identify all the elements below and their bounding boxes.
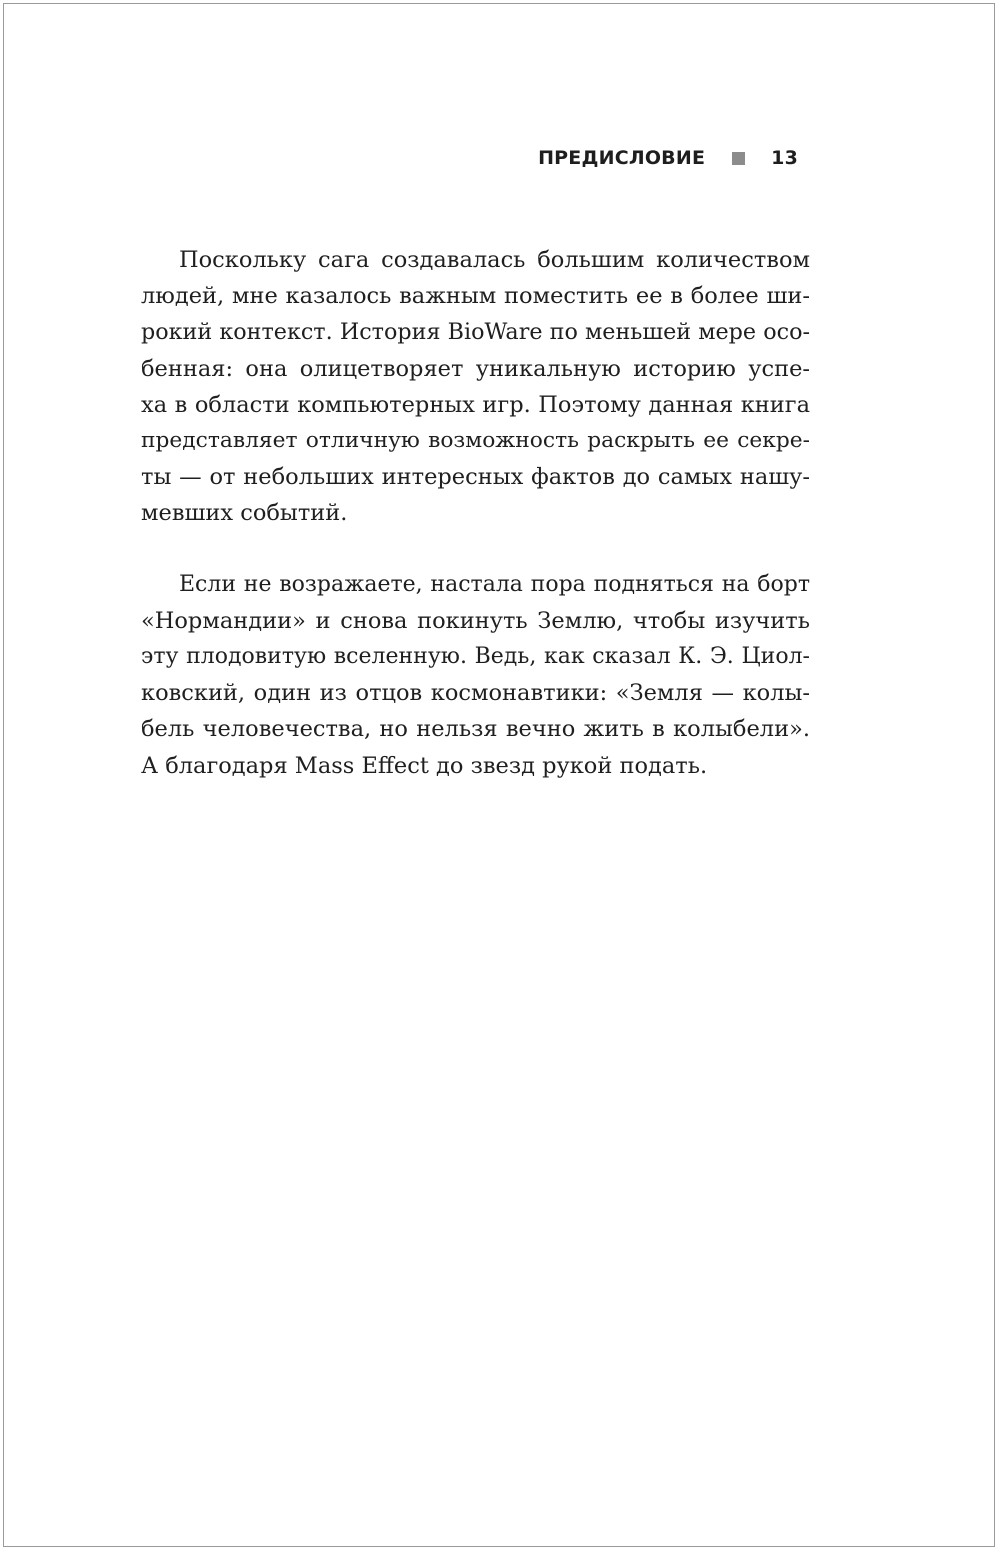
page-number: 13 [771, 147, 798, 169]
text-line: ты — от небольших интересных фактов до самых нашу- [141, 464, 810, 491]
paragraph [141, 242, 810, 532]
text-line: Поскольку сага создавалась большим количеством [179, 247, 810, 273]
paragraph [141, 567, 810, 784]
text-line: «Нормандии» и снова покинуть Землю, чтобы изучить [141, 607, 810, 634]
text-line: Если не возражаете, настала пора подняться на борт [179, 571, 810, 597]
paragraph-spacer [141, 532, 810, 567]
text-line: эту плодовитую вселенную. Ведь, как сказал К. Э. Циол- [141, 644, 810, 670]
text-line: ха в области компьютерных игр. Поэтому данная книга [141, 391, 810, 418]
text-line: бенная: она олицетворяет уникальную историю успе- [141, 355, 810, 382]
text-line: представляет отличную возможность раскрыть ее секре- [141, 428, 810, 454]
square-bullet-icon [732, 152, 745, 165]
text-line: бель человечества, но нельзя вечно жить в колыбели». [141, 716, 810, 743]
text-line: мевших событий. [141, 500, 348, 527]
text-line: ковский, один из отцов космонавтики: «Земля — колы- [141, 680, 810, 707]
running-header [538, 147, 798, 169]
text-line: А благодаря Mass Effect до звезд рукой подать. [141, 752, 708, 779]
section-title: ПРЕДИСЛОВИЕ [538, 147, 706, 169]
body-text [141, 242, 810, 784]
text-line: рокий контекст. История BioWare по меньшей мере осо- [141, 319, 810, 346]
book-page [3, 3, 995, 1547]
text-line: людей, мне казалось важным поместить ее в более ши- [141, 283, 810, 310]
